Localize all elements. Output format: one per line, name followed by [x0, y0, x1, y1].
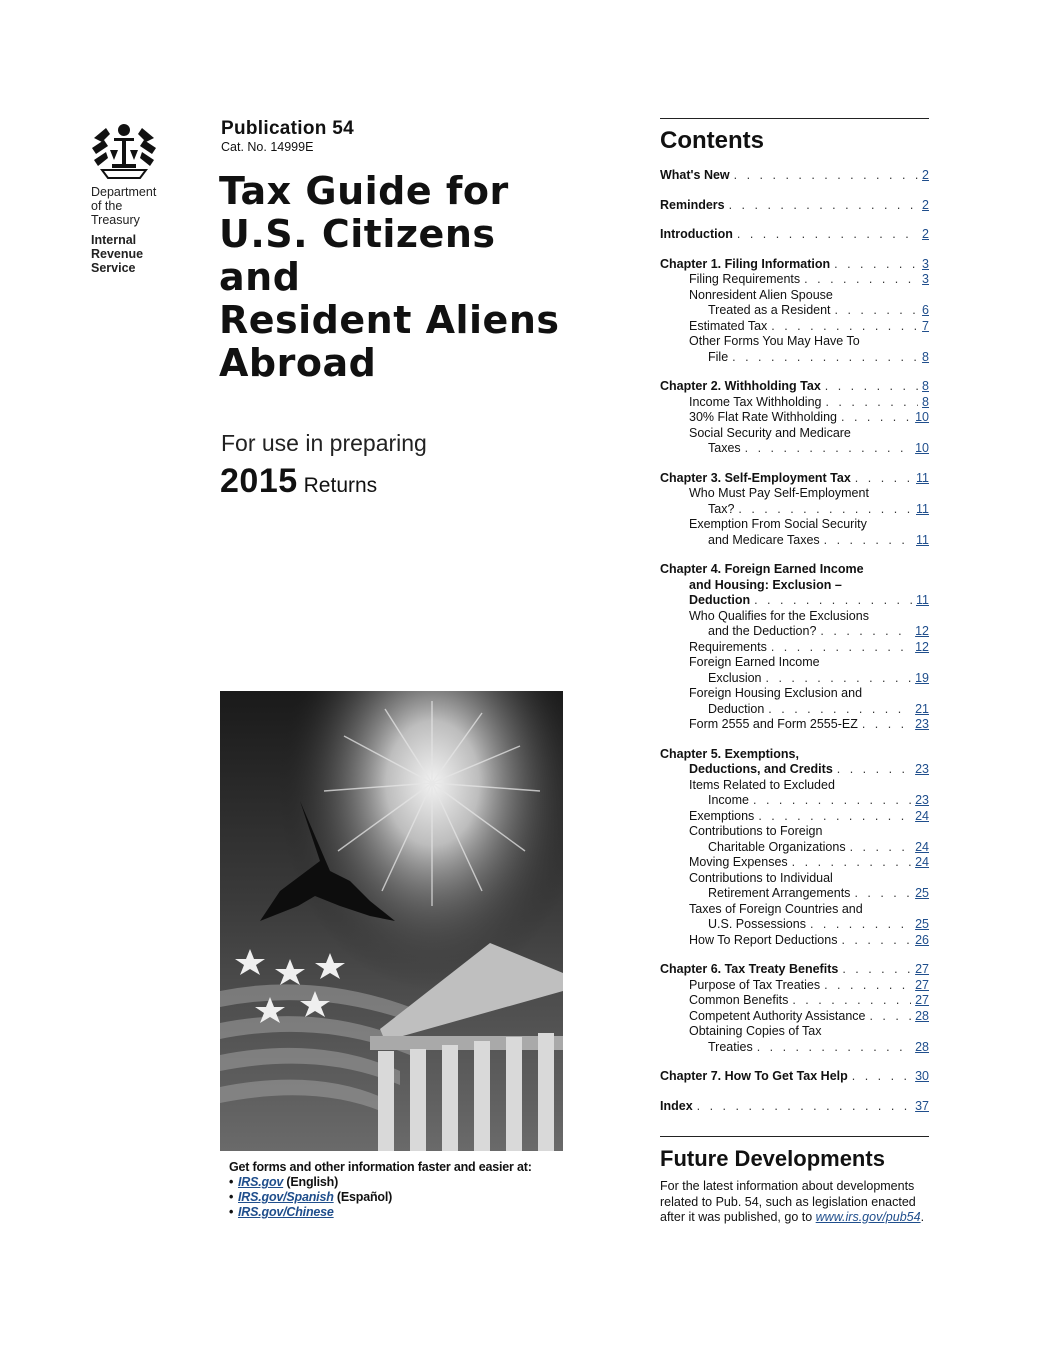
title-line: Resident Aliens — [219, 298, 560, 342]
toc-entry[interactable] — [660, 933, 929, 949]
department-line: of the — [91, 199, 123, 213]
toc-entry-label: Items Related to Excluded — [689, 777, 835, 792]
toc-entry[interactable] — [660, 762, 929, 778]
toc-dot-leader — [834, 257, 918, 273]
toc-page-link[interactable]: 10 — [915, 410, 929, 424]
toc-entry-label: Chapter 5. Exemptions, — [660, 746, 799, 761]
toc-dot-leader — [852, 1069, 911, 1085]
get-forms-block — [229, 1160, 532, 1220]
irs-gov-chinese-link[interactable]: IRS.gov/Chinese — [238, 1205, 334, 1219]
toc-entry — [660, 609, 929, 625]
toc-entry-label: Chapter 6. Tax Treaty Benefits — [660, 962, 839, 976]
toc-entry[interactable] — [660, 198, 929, 214]
toc-dot-leader — [810, 917, 911, 933]
toc-entry-label: What's New — [660, 168, 730, 182]
toc-entry-label: Deductions, and Credits — [689, 762, 833, 776]
toc-page-link[interactable]: 30 — [915, 1069, 929, 1083]
toc-entry — [660, 871, 929, 887]
toc-entry[interactable] — [660, 533, 929, 549]
title-line: and — [219, 255, 301, 299]
toc-entry — [660, 747, 929, 763]
toc-page-link[interactable]: 8 — [922, 394, 929, 409]
toc-page-link[interactable]: 2 — [922, 197, 929, 212]
toc-dot-leader — [758, 809, 911, 825]
title-line: U.S. Citizens — [219, 212, 496, 256]
toc-dot-leader — [854, 886, 911, 902]
contents-divider — [660, 118, 929, 119]
toc-page-link[interactable]: 12 — [915, 624, 929, 638]
toc-entry — [660, 824, 929, 840]
publication-title — [219, 170, 609, 385]
toc-dot-leader — [837, 762, 911, 778]
toc-page-link[interactable]: 24 — [915, 855, 929, 869]
toc-page-link[interactable]: 3 — [922, 256, 929, 271]
toc-entry-label: File — [708, 349, 729, 364]
bullet-icon: • — [229, 1190, 234, 1204]
publication-number: Publication 54 — [221, 118, 355, 139]
toc-entry[interactable] — [660, 624, 929, 640]
toc-entry[interactable] — [660, 1040, 929, 1056]
toc-entry[interactable] — [660, 257, 929, 273]
toc-page-link[interactable]: 24 — [915, 808, 929, 823]
toc-page-link[interactable]: 28 — [915, 1008, 929, 1023]
toc-entry[interactable] — [660, 962, 929, 978]
future-developments-end: . — [920, 1210, 925, 1224]
cover-photo-fireworks-eagle-flag-building — [220, 691, 563, 1151]
toc-entry-label: Chapter 4. Foreign Earned Income — [660, 562, 864, 576]
toc-dot-leader — [753, 793, 911, 809]
toc-entry[interactable] — [660, 272, 929, 288]
toc-entry[interactable] — [660, 350, 929, 366]
toc-entry[interactable] — [660, 978, 929, 994]
toc-entry[interactable] — [660, 395, 929, 411]
toc-dot-leader — [825, 395, 918, 411]
toc-page-link[interactable]: 23 — [915, 793, 929, 807]
toc-entry-label: Common Benefits — [689, 993, 789, 1007]
toc-entry[interactable] — [660, 502, 929, 518]
toc-entry-label: Form 2555 and Form 2555-EZ — [689, 717, 858, 731]
toc-entry-label: and Housing: Exclusion – — [689, 577, 842, 592]
toc-dot-leader — [768, 702, 911, 718]
toc-entry-label: Exclusion — [708, 670, 762, 685]
irs-line: Revenue — [91, 247, 144, 261]
toc-entry-label: Exemption From Social Security — [689, 517, 867, 531]
title-line: Tax Guide for — [219, 169, 509, 213]
toc-entry[interactable] — [660, 1099, 929, 1115]
toc-dot-leader — [820, 624, 911, 640]
toc-entry[interactable] — [660, 640, 929, 656]
toc-page-link[interactable]: 12 — [915, 639, 929, 654]
toc-entry[interactable] — [660, 593, 929, 609]
toc-entry-label: Introduction — [660, 227, 733, 241]
toc-entry-label: and Medicare Taxes — [708, 532, 820, 547]
toc-entry-label: Nonresident Alien Spouse — [689, 287, 833, 302]
toc-dot-leader — [850, 840, 912, 856]
toc-page-link[interactable]: 25 — [915, 917, 929, 931]
toc-entry-label: Retirement Arrangements — [708, 886, 851, 900]
toc-entry — [660, 288, 929, 304]
irs-eagle-logo-icon — [88, 120, 160, 180]
toc-dot-leader — [792, 993, 911, 1009]
toc-page-link[interactable]: 37 — [915, 1098, 929, 1113]
toc-entry-label: 30% Flat Rate Withholding — [689, 410, 837, 424]
toc-entry-label: U.S. Possessions — [708, 917, 806, 931]
toc-page-link[interactable]: 11 — [916, 501, 929, 516]
irs-gov-spanish-link[interactable]: IRS.gov/Spanish — [238, 1190, 334, 1204]
toc-entry[interactable] — [660, 702, 929, 718]
toc-page-link[interactable]: 25 — [915, 886, 929, 900]
toc-entry-label: Exemptions — [689, 808, 755, 823]
toc-page-link[interactable]: 28 — [915, 1039, 929, 1054]
toc-page-link[interactable]: 11 — [916, 532, 929, 547]
toc-entry-label: Purpose of Tax Treaties — [689, 977, 821, 992]
toc-page-link[interactable]: 2 — [922, 227, 929, 241]
toc-dot-leader — [771, 319, 918, 335]
irs-gov-link[interactable]: IRS.gov — [238, 1175, 284, 1189]
toc-page-link[interactable]: 27 — [915, 993, 929, 1007]
toc-entry-label: Tax? — [708, 501, 735, 516]
pub54-link[interactable]: www.irs.gov/pub54 — [815, 1210, 921, 1224]
toc-entry-label: Treated as a Resident — [708, 303, 831, 317]
bullet-icon: • — [229, 1205, 234, 1219]
toc-entry — [660, 562, 929, 578]
toc-entry-label: Contributions to Foreign — [689, 824, 823, 838]
toc-entry-label: Reminders — [660, 197, 725, 212]
toc-entry[interactable] — [660, 855, 929, 871]
toc-page-link[interactable]: 10 — [915, 441, 929, 455]
toc-entry — [660, 578, 929, 594]
bullet-icon: • — [229, 1175, 234, 1189]
returns-label: Returns — [303, 474, 378, 497]
toc-page-link[interactable]: 6 — [922, 303, 929, 317]
toc-entry-label: Foreign Earned Income — [689, 655, 820, 669]
get-forms-intro: Get forms and other information faster and easier at: — [229, 1160, 532, 1174]
toc-entry-label: Other Forms You May Have To — [689, 334, 860, 348]
toc-entry-label: Taxes — [708, 441, 741, 455]
toc-dot-leader — [869, 1009, 911, 1025]
toc-entry[interactable] — [660, 168, 929, 184]
toc-entry[interactable] — [660, 886, 929, 902]
toc-entry — [660, 778, 929, 794]
future-developments-heading: Future Developments — [660, 1146, 885, 1171]
toc-entry-label: Requirements — [689, 639, 767, 654]
toc-entry-label: Taxes of Foreign Countries and — [689, 901, 863, 916]
toc-entry-label: Obtaining Copies of Tax — [689, 1024, 822, 1038]
future-developments-body — [660, 1179, 930, 1226]
link-suffix: (Español) — [333, 1190, 393, 1204]
toc-entry-label: Deduction — [708, 701, 765, 716]
toc-entry-label: Chapter 2. Withholding Tax — [660, 379, 821, 393]
table-of-contents — [660, 168, 929, 1114]
catalog-number: Cat. No. 14999E — [221, 140, 314, 154]
contents-heading: Contents — [660, 127, 764, 154]
irs-line: Service — [91, 261, 136, 275]
toc-dot-leader — [738, 502, 912, 518]
tax-year-line — [220, 462, 377, 501]
toc-entry — [660, 426, 929, 442]
toc-dot-leader — [824, 533, 912, 549]
toc-page-link[interactable]: 11 — [916, 593, 929, 607]
toc-page-link[interactable]: 8 — [922, 379, 929, 393]
toc-page-link[interactable]: 8 — [922, 349, 929, 364]
toc-entry-label: Treaties — [708, 1039, 753, 1054]
toc-entry-label: Contributions to Individual — [689, 870, 833, 885]
toc-entry[interactable] — [660, 319, 929, 335]
toc-entry[interactable] — [660, 793, 929, 809]
toc-page-link[interactable]: 2 — [922, 168, 929, 182]
toc-page-link[interactable]: 26 — [915, 932, 929, 947]
future-developments-text: For the latest information about developments related to Pub. 54, such as legislation enacted after it was published, go to — [660, 1179, 916, 1224]
tax-year: 2015 — [220, 462, 298, 500]
toc-dot-leader — [732, 350, 918, 366]
toc-entry — [660, 686, 929, 702]
toc-page-link[interactable]: 7 — [922, 318, 929, 333]
toc-dot-leader — [862, 717, 911, 733]
toc-entry[interactable] — [660, 303, 929, 319]
toc-dot-leader — [842, 962, 911, 978]
toc-page-link[interactable]: 23 — [915, 762, 929, 776]
toc-page-link[interactable]: 3 — [922, 272, 929, 286]
toc-entry[interactable] — [660, 227, 929, 243]
toc-entry-label: Estimated Tax — [689, 318, 768, 333]
toc-page-link[interactable]: 27 — [915, 977, 929, 992]
toc-entry-label: Index — [660, 1098, 693, 1113]
toc-entry-label: Chapter 1. Filing Information — [660, 256, 831, 271]
toc-entry-label: and the Deduction? — [708, 624, 817, 638]
title-line: Abroad — [219, 341, 377, 385]
toc-entry-label: Moving Expenses — [689, 855, 788, 869]
toc-page-link[interactable]: 27 — [915, 962, 929, 976]
toc-entry-label: Who Must Pay Self-Employment — [689, 486, 869, 500]
toc-entry[interactable] — [660, 993, 929, 1009]
toc-dot-leader — [825, 379, 918, 395]
toc-dot-leader — [734, 168, 918, 184]
toc-entry-label: How To Report Deductions — [689, 932, 838, 947]
toc-entry-label: Filing Requirements — [689, 272, 801, 286]
toc-dot-leader — [729, 198, 918, 214]
toc-entry-label: Chapter 3. Self-Employment Tax — [660, 470, 851, 485]
toc-entry[interactable] — [660, 671, 929, 687]
future-developments-divider — [660, 1136, 929, 1137]
toc-entry[interactable] — [660, 717, 929, 733]
toc-entry-label: Charitable Organizations — [708, 839, 846, 854]
toc-dot-leader — [841, 410, 911, 426]
toc-entry[interactable] — [660, 441, 929, 457]
get-forms-item — [229, 1175, 532, 1190]
toc-entry[interactable] — [660, 471, 929, 487]
toc-page-link[interactable]: 23 — [915, 717, 929, 731]
toc-entry — [660, 486, 929, 502]
toc-dot-leader — [737, 227, 918, 243]
toc-page-link[interactable]: 11 — [916, 470, 929, 485]
toc-page-link[interactable]: 21 — [915, 701, 929, 716]
toc-entry[interactable] — [660, 410, 929, 426]
department-line: Treasury — [91, 213, 140, 227]
toc-dot-leader — [697, 1099, 911, 1115]
toc-entry-label: Chapter 7. How To Get Tax Help — [660, 1069, 848, 1083]
toc-entry[interactable] — [660, 1069, 929, 1085]
toc-entry[interactable] — [660, 917, 929, 933]
toc-entry-label: Competent Authority Assistance — [689, 1008, 866, 1023]
toc-page-link[interactable]: 24 — [915, 839, 929, 854]
toc-entry-label: Social Security and Medicare — [689, 425, 851, 440]
toc-dot-leader — [835, 303, 919, 319]
toc-dot-leader — [754, 593, 912, 609]
toc-entry — [660, 334, 929, 350]
toc-entry — [660, 1024, 929, 1040]
toc-dot-leader — [792, 855, 911, 871]
toc-entry[interactable] — [660, 840, 929, 856]
toc-dot-leader — [824, 978, 911, 994]
toc-dot-leader — [855, 471, 912, 487]
toc-dot-leader — [757, 1040, 911, 1056]
toc-entry — [660, 655, 929, 671]
get-forms-item — [229, 1205, 532, 1220]
irs-line: Internal — [91, 233, 137, 247]
toc-dot-leader — [745, 441, 911, 457]
toc-entry[interactable] — [660, 379, 929, 395]
agency-block — [91, 185, 181, 275]
toc-entry — [660, 517, 929, 533]
toc-entry-label: Foreign Housing Exclusion and — [689, 686, 863, 700]
toc-dot-leader — [804, 272, 918, 288]
toc-entry[interactable] — [660, 1009, 929, 1025]
link-suffix: (English) — [283, 1175, 339, 1189]
toc-dot-leader — [841, 933, 911, 949]
get-forms-item — [229, 1190, 532, 1205]
for-use-text: For use in preparing — [221, 430, 427, 456]
toc-entry — [660, 902, 929, 918]
toc-entry-label: Income Tax Withholding — [689, 394, 822, 409]
department-line: Department — [91, 185, 157, 199]
toc-page-link[interactable]: 19 — [915, 670, 929, 685]
toc-entry-label: Deduction — [689, 593, 751, 607]
toc-dot-leader — [766, 671, 912, 687]
toc-entry-label: Income — [708, 793, 749, 807]
toc-entry[interactable] — [660, 809, 929, 825]
toc-entry-label: Who Qualifies for the Exclusions — [689, 608, 869, 623]
toc-dot-leader — [771, 640, 911, 656]
